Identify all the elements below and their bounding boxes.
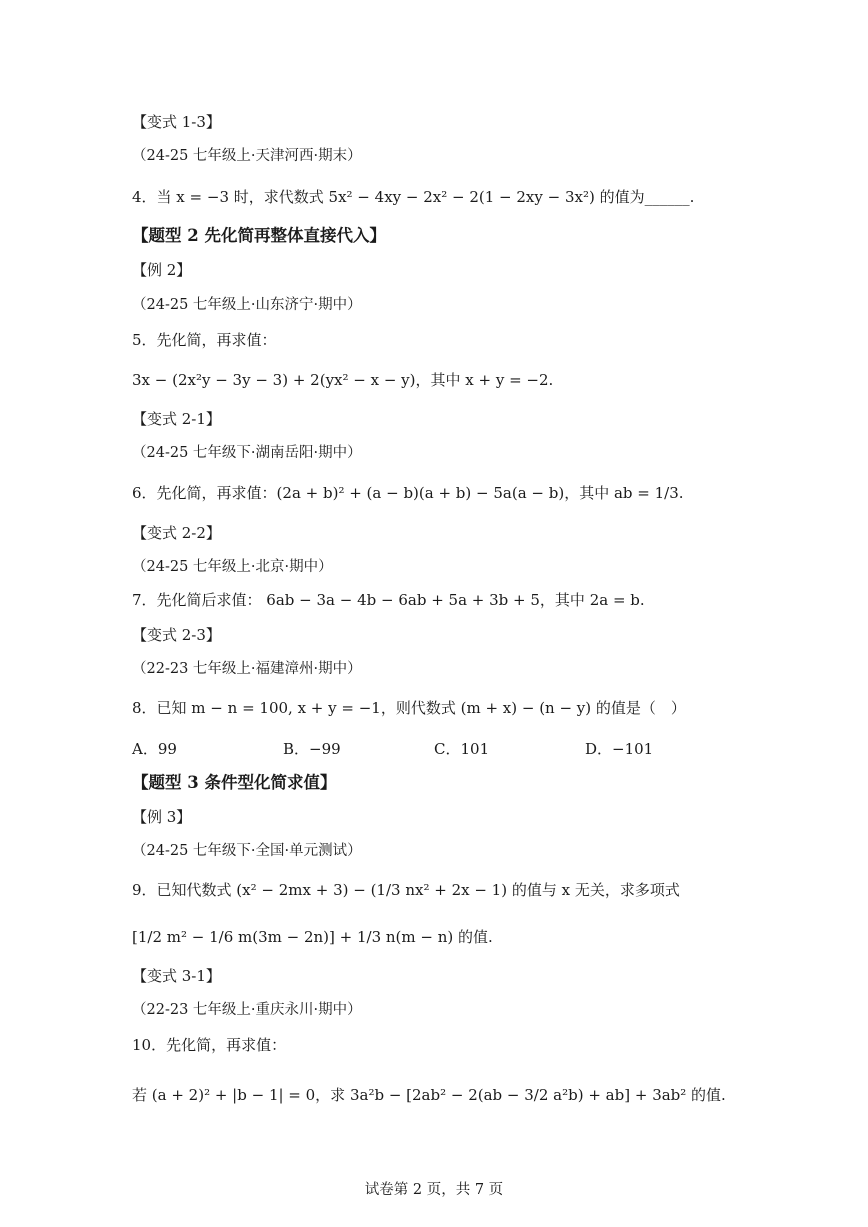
option-d: D．−101 bbox=[585, 740, 654, 758]
question-10-expression: 若 (a + 2)² + |b − 1| = 0，求 3a²b − [2ab² − 2(ab − 3/2 a²b) + ab] + 3ab² 的值. bbox=[132, 1086, 726, 1104]
question-9-expression: [1/2 m² − 1/6 m(3m − 2n)] + 1/3 n(m − n) 的值. bbox=[132, 928, 493, 946]
question-source: （24-25 七年级上·天津河西·期末） bbox=[132, 148, 362, 164]
question-source: （22-23 七年级上·福建漳州·期中） bbox=[132, 661, 362, 677]
variant-label: 【变式 2-3】 bbox=[132, 626, 221, 644]
variant-label: 【变式 2-2】 bbox=[132, 524, 221, 542]
question-source: （24-25 七年级上·山东济宁·期中） bbox=[132, 297, 362, 313]
section-heading: 【题型 2 先化简再整体直接代入】 bbox=[132, 226, 386, 245]
question-6: 6．先化简，再求值：(2a + b)² + (a − b)(a + b) − 5a(a − b)，其中 ab = 1/3. bbox=[132, 484, 684, 502]
question-source: （24-25 七年级上·北京·期中） bbox=[132, 559, 333, 575]
option-a: A．99 bbox=[132, 740, 177, 758]
variant-label: 【变式 3-1】 bbox=[132, 967, 221, 985]
question-source: （22-23 七年级上·重庆永川·期中） bbox=[132, 1002, 362, 1018]
example-label: 【例 3】 bbox=[132, 808, 192, 826]
question-8: 8．已知 m − n = 100, x + y = −1，则代数式 (m + x) − (n − y) 的值是（ ） bbox=[132, 699, 686, 717]
question-5-expression: 3x − (2x²y − 3y − 3) + 2(yx² − x − y)，其中 x + y = −2. bbox=[132, 371, 554, 389]
option-b: B．−99 bbox=[283, 740, 341, 758]
page-footer: 试卷第 2 页，共 7 页 bbox=[364, 1182, 504, 1198]
variant-label: 【变式 2-1】 bbox=[132, 410, 221, 428]
question-5: 5．先化简，再求值： bbox=[132, 331, 277, 349]
variant-label: 【变式 1-3】 bbox=[132, 113, 221, 131]
question-source: （24-25 七年级下·全国·单元测试） bbox=[132, 843, 362, 859]
question-source: （24-25 七年级下·湖南岳阳·期中） bbox=[132, 445, 362, 461]
question-10: 10．先化简，再求值： bbox=[132, 1036, 287, 1054]
option-c: C．101 bbox=[434, 740, 490, 758]
question-7: 7．先化简后求值： 6ab − 3a − 4b − 6ab + 5a + 3b + 5，其中 2a = b. bbox=[132, 591, 645, 609]
question-4: 4．当 x = −3 时，求代数式 5x² − 4xy − 2x² − 2(1 − 2xy − 3x²) 的值为______. bbox=[132, 188, 695, 206]
question-9: 9．已知代数式 (x² − 2mx + 3) − (1/3 nx² + 2x − 1) 的值与 x 无关，求多项式 bbox=[132, 881, 680, 899]
example-label: 【例 2】 bbox=[132, 261, 192, 279]
section-heading: 【题型 3 条件型化简求值】 bbox=[132, 773, 337, 792]
